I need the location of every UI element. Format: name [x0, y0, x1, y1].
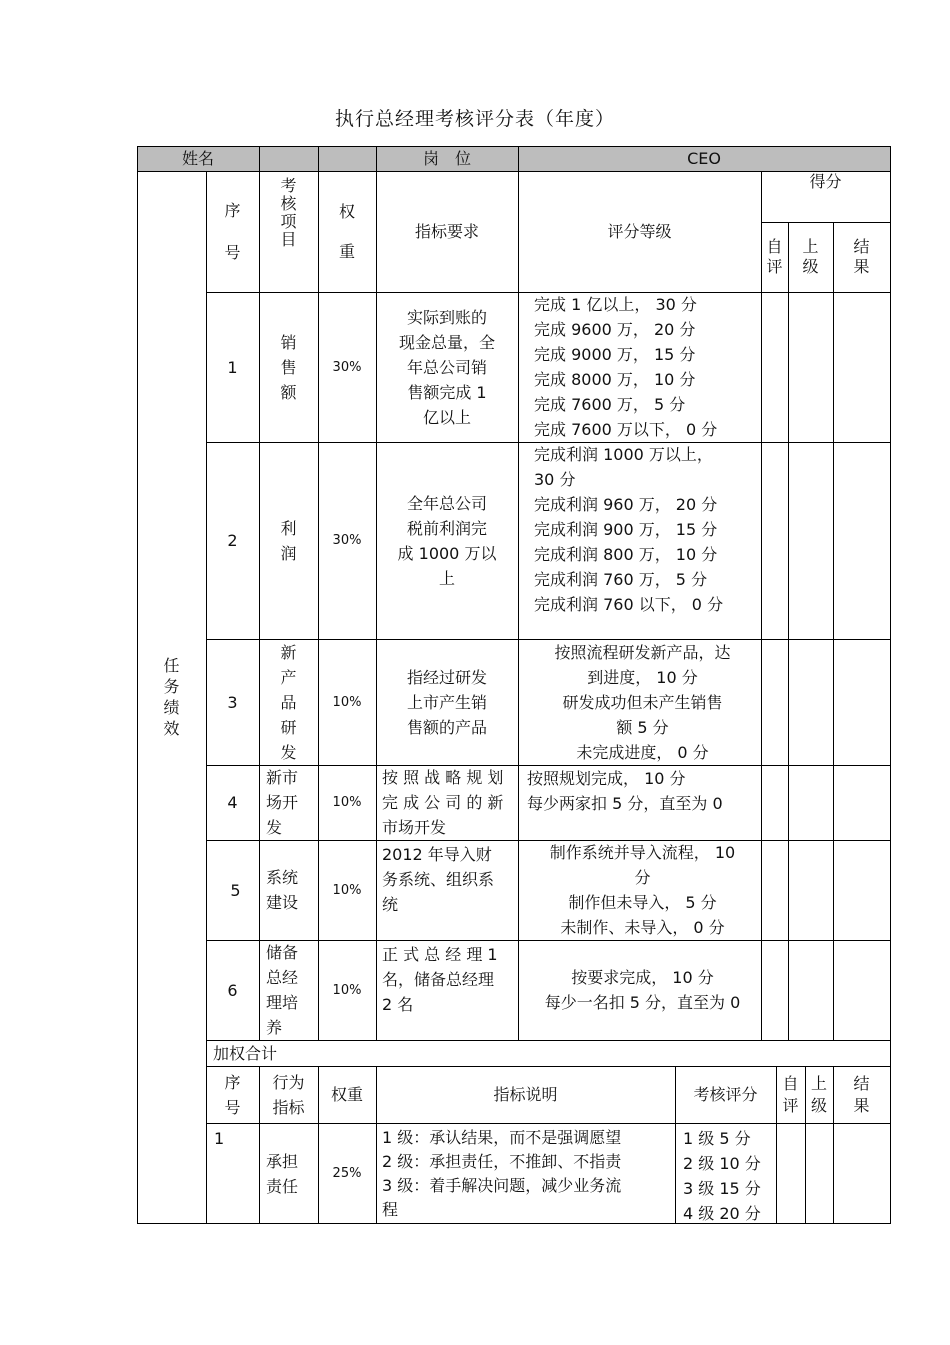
task-6-seq: 6 [227, 980, 238, 1000]
task-6-grade: 按要求完成， 10 分 每少一名扣 5 分，直至为 0 [544, 968, 741, 1012]
post-value: CEO [687, 149, 721, 168]
task-1-requirement: 实际到账的 现金总量，全 年总公司销 售额完成 1 亿以上 [398, 307, 495, 427]
behavior-head-item: 行为 指标 [272, 1072, 305, 1117]
task-head-superior: 上 级 [802, 237, 819, 276]
behavior-1-description: 1 级：承认结果，而不是强调愿望 2 级：承担责任，不推卸、不指责 3 级：着手解决问题，减少业务流 程 [382, 1128, 622, 1219]
behavior-head-seq: 序 号 [224, 1072, 241, 1117]
task-2-seq: 2 [227, 531, 238, 550]
behavior-head-self: 自 评 [782, 1073, 799, 1115]
task-5-item: 系统 建设 [266, 868, 299, 912]
task-5-requirement: 2012 年导入财 务系统、组织系 统 [382, 845, 495, 914]
task-3-weight: 10% [332, 694, 362, 710]
task-head-item: 考 核 项 目 [280, 176, 297, 249]
behavior-1-seq: 1 [214, 1129, 225, 1148]
task-3-item: 新 产 品 研 发 [280, 642, 297, 762]
name-label: 姓名 [181, 149, 214, 168]
task-3-requirement: 指经过研发 上市产生销 售额的产品 [406, 667, 487, 737]
behavior-head-weight: 权重 [330, 1085, 363, 1104]
section-task-performance: 任 务 绩 效 [163, 656, 180, 738]
task-5-seq: 5 [230, 880, 241, 900]
behavior-1-item: 承担 责任 [266, 1151, 299, 1196]
task-1-item: 销 售 额 [280, 332, 297, 402]
task-2-weight: 30% [332, 533, 362, 548]
page-title: 执行总经理考核评分表（年度） [334, 108, 615, 130]
task-head-seq: 序 号 [224, 201, 241, 262]
task-head-result: 结 果 [853, 237, 870, 276]
task-3-seq: 3 [227, 692, 238, 712]
task-head-requirement: 指标要求 [414, 222, 479, 241]
behavior-1-grade: 1 级 5 分 2 级 10 分 3 级 15 分 4 级 20 分 [683, 1129, 761, 1223]
task-4-seq: 4 [227, 793, 238, 812]
task-5-weight: 10% [332, 882, 362, 898]
task-2-grade: 完成利润 1000 万以上， 30 分 完成利润 960 万， 20 分 完成利润 900 万， 15 分 完成利润 800 万， 10 分 完成利润 760 万， 5 分 完成利润 760 以下， 0 分 [534, 445, 724, 614]
behavior-1-weight: 25% [332, 1166, 362, 1181]
task-6-item: 储备 总经 理培 养 [266, 943, 299, 1037]
behavior-head-superior: 上 级 [810, 1073, 827, 1115]
task-4-grade: 按照规划完成， 10 分 每少两家扣 5 分，直至为 0 [527, 769, 723, 813]
task-1-seq: 1 [227, 357, 238, 377]
task-5-grade: 制作系统并导入流程， 10 分 制作但未导入， 5 分 未制作、未导入， 0 分 [549, 843, 736, 937]
task-2-item: 利 润 [280, 518, 297, 563]
task-1-weight: 30% [332, 359, 362, 375]
task-2-requirement: 全年总公司 税前利润完 成 1000 万以 上 [397, 493, 497, 588]
behavior-head-result: 结 果 [853, 1073, 870, 1115]
task-head-grade: 评分等级 [607, 222, 672, 241]
task-head-weight: 权 重 [338, 201, 355, 261]
task-1-grade: 完成 1 亿以上， 30 分 完成 9600 万， 20 分 完成 9000 万， 15 分 完成 8000 万， 10 分 完成 7600 万， 5 分 完成 7600 万以下， 0 分 [534, 295, 718, 439]
weighted-total-label: 加权合计 [213, 1043, 278, 1063]
task-6-requirement: 正 式 总 经 理 1 名，储备总经理 2 名 [382, 945, 498, 1014]
task-4-item: 新市 场开 发 [266, 768, 299, 837]
behavior-head-description: 指标说明 [493, 1085, 558, 1104]
post-label: 岗 位 [422, 149, 471, 168]
task-4-weight: 10% [332, 795, 362, 810]
behavior-head-grade: 考核评分 [693, 1085, 758, 1104]
task-4-requirement: 按 照 战 略 规 划 完 成 公 司 的 新 市场开发 [382, 768, 504, 837]
task-head-score: 得分 [809, 171, 842, 191]
task-3-grade: 按照流程研发新产品，达 到进度， 10 分 研发成功但未产生销售 额 5 分 未完成进度， 0 分 [554, 642, 731, 762]
task-6-weight: 10% [332, 982, 362, 998]
task-head-self: 自 评 [766, 237, 783, 276]
